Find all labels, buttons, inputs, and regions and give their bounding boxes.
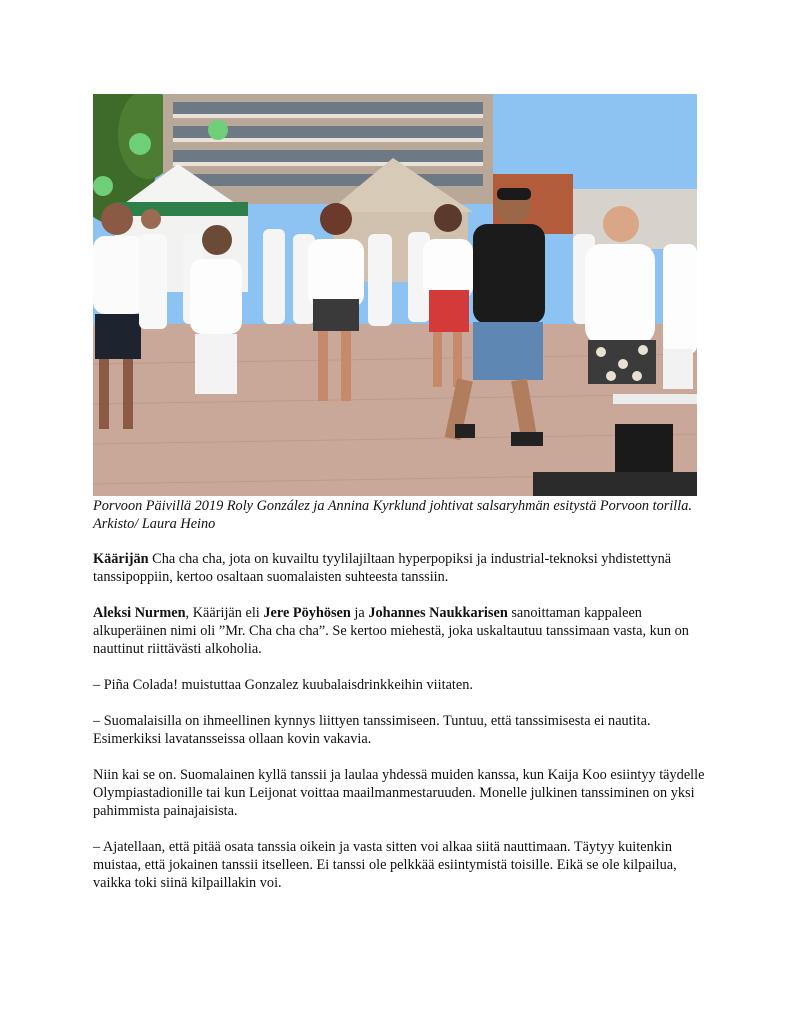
person-name: Johannes Naukkarisen xyxy=(368,605,508,621)
paragraph xyxy=(93,604,705,658)
paragraph-text: , Käärijän eli xyxy=(185,605,264,621)
street-dance-photo-icon xyxy=(93,94,697,496)
paragraph-text: – Suomalaisilla on ihmeellinen kynnys liittyen tanssimiseen. Tuntuu, että tanssimisesta ei nautita. Esimerkiksi lavatansseissa ollaan kovin vakavia. xyxy=(93,713,651,747)
paragraph xyxy=(93,766,705,820)
paragraph-text: sanoittaman kappaleen alkuperäinen nimi oli ”Mr. Cha cha cha”. Se kertoo miehestä, joka uskaltautuu tanssimaan vasta, kun on nauttinut riittävästi alkoholia. xyxy=(93,605,689,657)
person-name: Käärijän xyxy=(93,551,149,567)
article-body xyxy=(93,550,705,910)
person-name: Aleksi Nurmen xyxy=(93,605,186,621)
paragraph-text: – Piña Colada! muistuttaa Gonzalez kuubalaisdrinkkeihin viitaten. xyxy=(93,677,473,693)
person-name: Jere Pöyhösen xyxy=(263,605,351,621)
paragraph xyxy=(93,550,705,586)
paragraph-text: Niin kai se on. Suomalainen kyllä tanssii ja laulaa yhdessä muiden kanssa, kun Kaija Koo esiintyy täydelle Olympiastadionille tai kun Leijonat voittaa maailmanmestaruuden. Monelle julkinen tanssiminen on yksi pahimmista painajaisista. xyxy=(93,767,705,819)
paragraph-text: ja xyxy=(350,605,369,621)
paragraph-text: – Ajatellaan, että pitää osata tanssia oikein ja vasta sitten voi alkaa siitä nauttimaan. Täytyy kuitenkin muistaa, että jokainen tanssii itselleen. Ei tanssi ole pelkkää esiintymistä toisille. Eikä se ole kilpailua, vaikka toki siinä kilpaillakin voi. xyxy=(93,839,677,891)
paragraph xyxy=(93,712,705,748)
paragraph xyxy=(93,838,705,892)
photo-caption: Porvoon Päivillä 2019 Roly González ja Annina Kyrklund johtivat salsaryhmän esitystä Porvoon torilla. Arkisto/ Laura Heino xyxy=(93,498,692,532)
paragraph-text: Cha cha cha, jota on kuvailtu tyylilajiltaan hyperpopiksi ja industrial-teknoksi yhdistettynä tanssipoppiin, kertoo osaltaan suomalaisten suhteesta tanssiin. xyxy=(93,551,672,585)
paragraph xyxy=(93,676,705,694)
article-photo xyxy=(93,94,697,496)
